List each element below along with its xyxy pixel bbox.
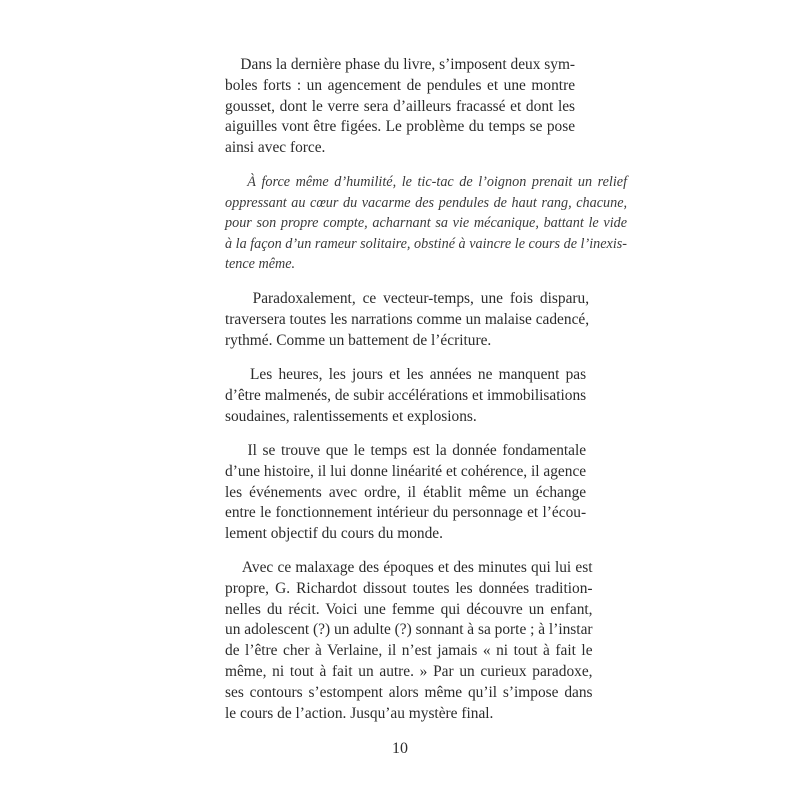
quote-paragraph bbox=[225, 172, 627, 275]
text-line: Dans la dernière phase du livre, s’imposent deux sym- bbox=[225, 56, 576, 73]
text-line: même, ni tout à fait un autre. » Par un curieux paradoxe, bbox=[225, 662, 593, 680]
text-line: soudaines, ralentissements et explosions. bbox=[225, 407, 477, 425]
text-line: lement objectif du cours du monde. bbox=[225, 525, 443, 543]
text-line: d’être malmenés, de subir accélérations et immobilisations bbox=[225, 386, 587, 404]
text-line: à la façon d’un rameur solitaire, obstiné à vaincre le cours de l’inexis- bbox=[225, 235, 628, 252]
text-line: les événements avec ordre, il établit même un échange bbox=[225, 483, 587, 501]
page-number: 10 bbox=[392, 740, 408, 757]
text-line: d’une histoire, il lui donne linéarité et cohérence, il agence bbox=[225, 462, 587, 480]
text-line: tence même. bbox=[225, 256, 296, 272]
text-line: le cours de l’action. Jusqu’au mystère final. bbox=[225, 704, 494, 722]
text-line: aiguilles vont être figées. Le problème du temps se pose bbox=[225, 118, 576, 136]
text-line: entre le fonctionnement intérieur du personnage et l’écou- bbox=[225, 504, 587, 522]
text-line: de l’être cher à Verlaine, il n’est jamais « ni tout à fait le bbox=[225, 642, 593, 660]
paragraph-3 bbox=[225, 289, 589, 351]
text-line: oppressant au cœur du vacarme des pendules de haut rang, chacune, bbox=[225, 194, 628, 211]
text-line: À force même d’humilité, le tic-tac de l’oignon prenait un relief bbox=[225, 174, 628, 190]
text-line: Paradoxalement, ce vecteur-temps, une fois disparu, bbox=[225, 290, 590, 307]
paragraph-6 bbox=[225, 558, 593, 724]
text-line: ainsi avec force. bbox=[225, 139, 326, 157]
text-line: rythmé. Comme un battement de l’écriture. bbox=[225, 331, 492, 349]
paragraph-4 bbox=[225, 365, 586, 427]
text-line: nelles du récit. Voici une femme qui découvre un enfant, bbox=[225, 600, 593, 618]
text-line: Avec ce malaxage des époques et des minutes qui lui est bbox=[225, 559, 593, 576]
text-line: boles forts : un agencement de pendules et une montre bbox=[225, 76, 576, 94]
paragraph-5 bbox=[225, 441, 586, 545]
text-line: ses contours s’estompent alors même qu’il s’impose dans bbox=[225, 683, 593, 701]
text-line: un adolescent (?) un adulte (?) sonnant à sa porte ; à l’instar bbox=[225, 621, 593, 639]
text-line: propre, G. Richardot dissout toutes les données tradition- bbox=[225, 579, 593, 597]
text-line: Il se trouve que le temps est la donnée fondamentale bbox=[225, 442, 587, 459]
text-line: traversera toutes les narrations comme un malaise cadencé, bbox=[225, 310, 590, 328]
paragraph-1 bbox=[225, 55, 575, 159]
text-line: Les heures, les jours et les années ne manquent pas bbox=[225, 366, 587, 383]
text-line: pour son propre compte, acharnant sa vie mécanique, battant le vide bbox=[225, 215, 628, 231]
text-line: gousset, dont le verre sera d’ailleurs fracassé et dont les bbox=[225, 97, 576, 115]
